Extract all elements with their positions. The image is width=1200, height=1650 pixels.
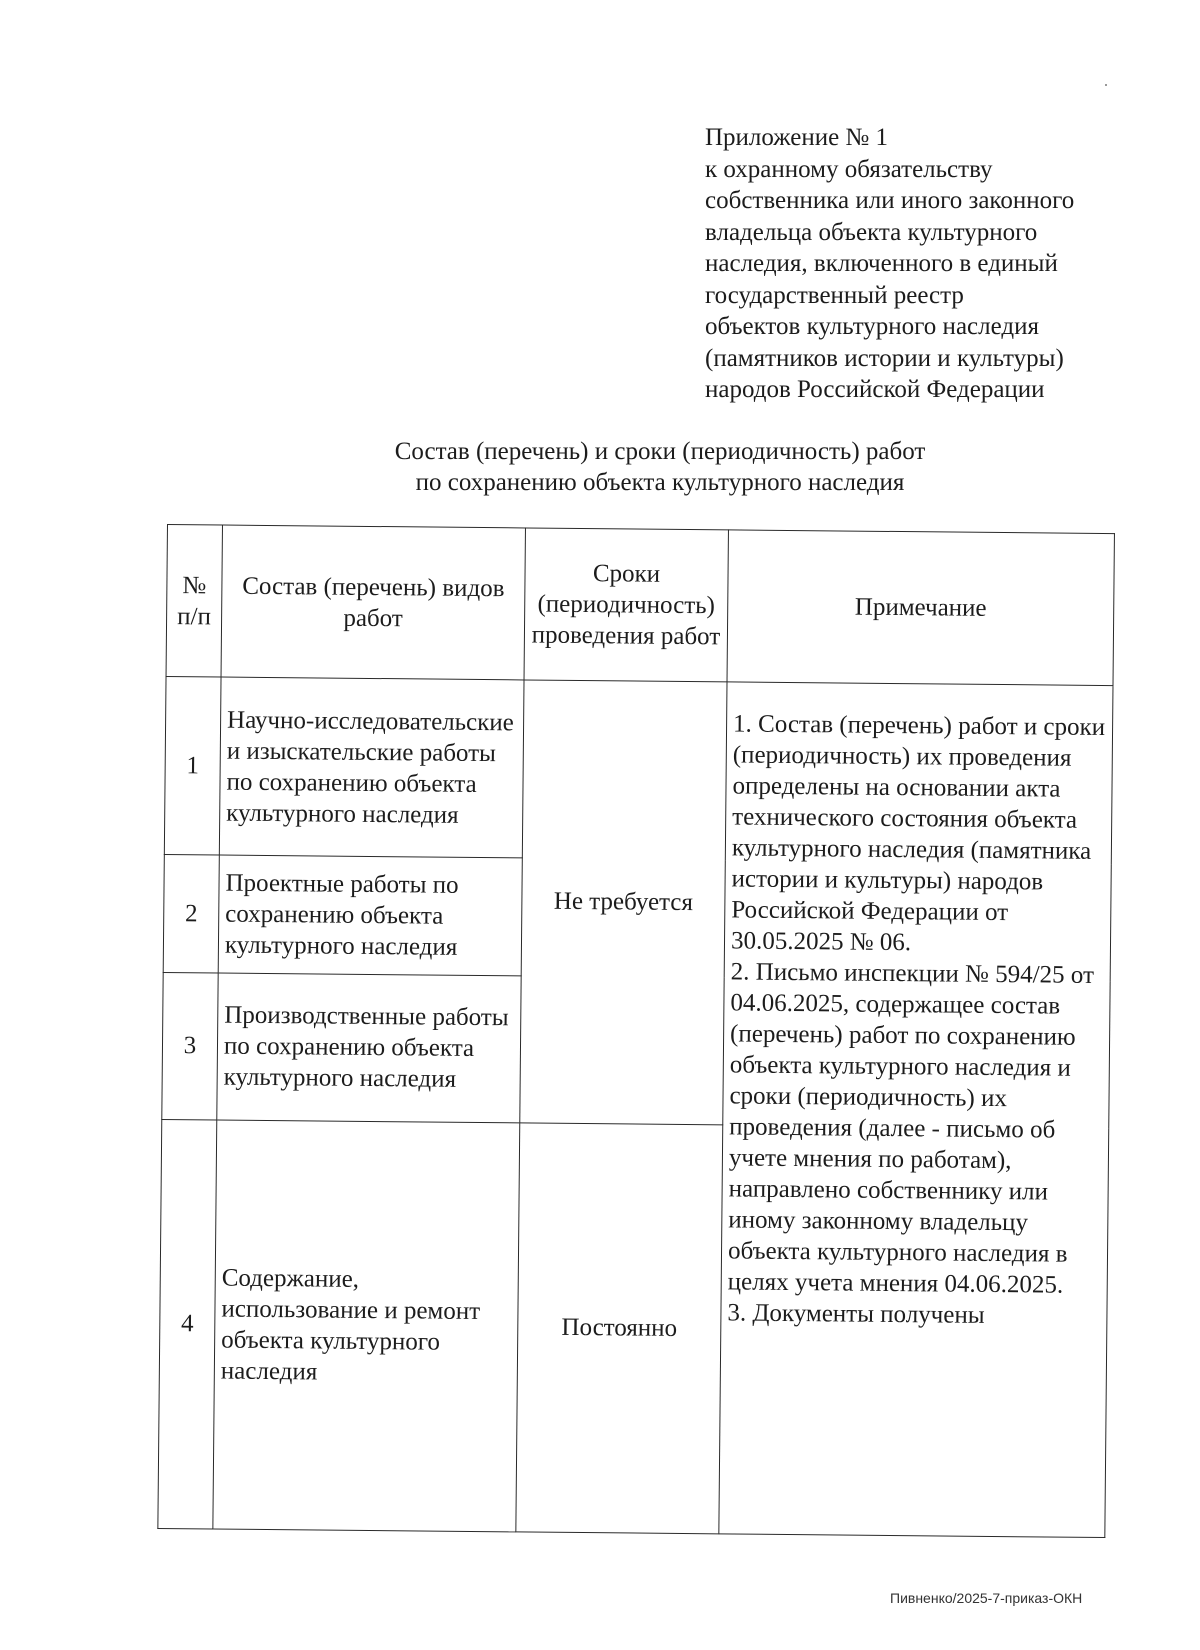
document-title (300, 436, 1020, 498)
header-num: № п/п (166, 525, 222, 678)
scan-speck (1105, 84, 1107, 86)
row-num: 4 (158, 1119, 217, 1529)
appendix-line: собственника или иного законного (705, 187, 1075, 214)
row-num: 1 (164, 677, 221, 856)
note-paragraph-3: 3. Документы получены (727, 1299, 985, 1329)
table-header-row (166, 525, 1114, 686)
appendix-line: Приложение № 1 (705, 124, 889, 151)
header-note: Примечание (727, 530, 1114, 686)
title-line-2: по сохранению объекта культурного наследия (415, 469, 905, 496)
appendix-line: народов Российской Федерации (705, 376, 1045, 403)
row-term-merged: Не требуется (520, 680, 727, 1125)
row-term: Постоянно (516, 1123, 723, 1534)
row-work: Проектные работы по сохранению объекта культурного наследия (218, 855, 522, 975)
row-work: Научно-исследовательские и изыскательские работы по сохранению объекта культурного наследия (219, 677, 524, 858)
row-num: 2 (163, 855, 219, 973)
header-work: Состав (перечень) видов работ (221, 525, 525, 680)
appendix-line: (памятников истории и культуры) (705, 344, 1064, 372)
note-cell (719, 682, 1113, 1538)
document-reference: Пивненко/2025-7-приказ-ОКН (890, 1590, 1083, 1606)
appendix-line: к охранному обязательству (705, 155, 993, 183)
appendix-line: государственный реестр (705, 281, 964, 309)
works-table (157, 524, 1115, 1538)
note-paragraph-1: 1. Состав (перечень) работ и сроки (периодичность) их проведения определены на основании акта технического состояния объекта культурного наследия (памятника истории и культуры) народов Российской Федерации от 30.05.2025 № 06. (730, 710, 1106, 957)
row-num: 3 (162, 972, 218, 1119)
header-term: Сроки (периодичность) проведения работ (524, 528, 728, 682)
appendix-header (705, 122, 1074, 406)
row-work: Содержание, использование и ремонт объекта культурного наследия (213, 1120, 520, 1532)
row-work: Производственные работы по сохранению объекта культурного наследия (217, 973, 521, 1123)
appendix-line: владельца объекта культурного (705, 218, 1038, 246)
table-row (164, 677, 1113, 864)
appendix-line: объектов культурного наследия (705, 313, 1039, 340)
note-paragraph-2: 2. Письмо инспекции № 594/25 от 04.06.2025, содержащее состав (перечень) работ по сохранению объекта культурного наследия и сроки (периодичность) их проведения (далее - письмо об учете мнения по работам), направлено собственнику или иному законному владельцу объекта культурного наследия в целях учета мнения 04.06.2025. (727, 958, 1095, 1299)
title-line-1: Состав (перечень) и сроки (периодичность) работ (394, 438, 926, 465)
appendix-line: наследия, включенного в единый (705, 250, 1058, 277)
